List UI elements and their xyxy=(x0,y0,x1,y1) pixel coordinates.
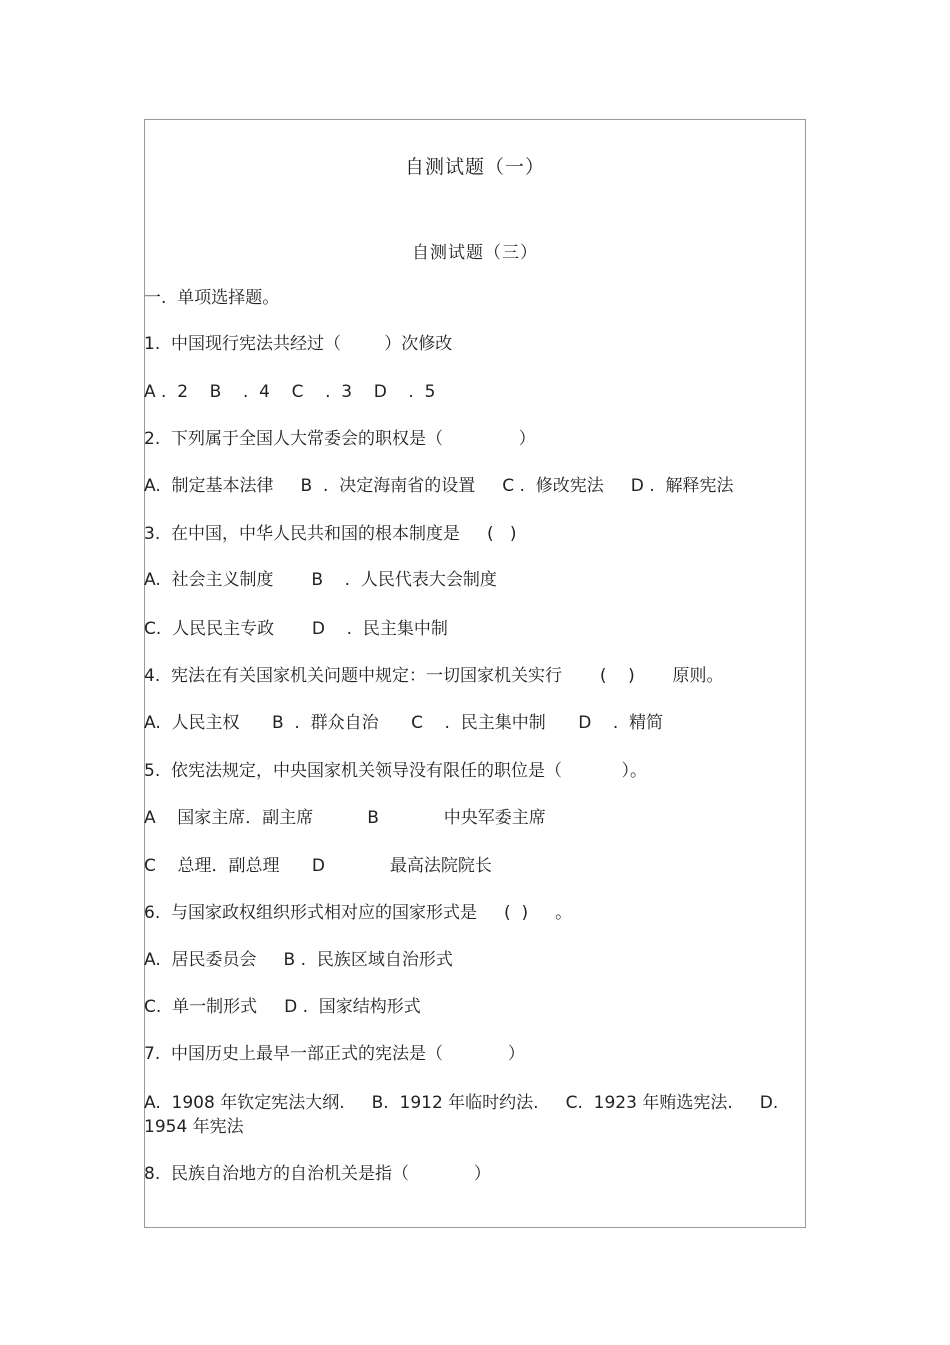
question-5-options-c-d: C 总理．副总理 D 最高法院院长 xyxy=(144,856,492,876)
section-heading: 一. 单项选择题。 xyxy=(144,288,280,308)
question-6-options-a-b: A. 居民委员会 B . 民族区域自治形式 xyxy=(144,950,453,970)
question-1: 1. 中国现行宪法共经过（ ）次修改 xyxy=(144,334,453,354)
question-2-options: A. 制定基本法律 B . 决定海南省的设置 C . 修改宪法 D . 解释宪法 xyxy=(144,476,734,496)
question-5-options-a-b: A 国家主席．副主席 B 中央军委主席 xyxy=(144,808,546,828)
question-3-options-a-b: A. 社会主义制度 B . 人民代表大会制度 xyxy=(144,570,497,590)
question-1-options: A . 2 B . 4 C . 3 D . 5 xyxy=(144,382,436,402)
question-8: 8. 民族自治地方的自治机关是指（ ） xyxy=(144,1164,491,1184)
question-4-options: A. 人民主权 B . 群众自治 C . 民主集中制 D . 精简 xyxy=(144,713,664,733)
section-title: 自测试题（三） xyxy=(412,243,538,263)
question-3: 3. 在中国，中华人民共和国的根本制度是 ( ) xyxy=(144,524,517,544)
question-3-options-c-d: C. 人民民主专政 D . 民主集中制 xyxy=(144,619,448,639)
question-2: 2. 下列属于全国人大常委会的职权是（ ） xyxy=(144,429,536,449)
question-7-options: A. 1908 年钦定宪法大纲. B. 1912 年临时约法. C. 1923 年贿选宪法. D. 1954 年宪法 xyxy=(144,1093,790,1137)
question-6-options-c-d: C. 单一制形式 D . 国家结构形式 xyxy=(144,997,421,1017)
document-title: 自测试题（一） xyxy=(404,156,545,178)
question-5: 5. 依宪法规定，中央国家机关领导没有限任的职位是（ ）。 xyxy=(144,761,647,781)
question-6: 6. 与国家政权组织形式相对应的国家形式是 ( ) 。 xyxy=(144,903,573,923)
question-4: 4. 宪法在有关国家机关问题中规定：一切国家机关实行 ( ) 原则。 xyxy=(144,666,724,686)
question-7: 7. 中国历史上最早一部正式的宪法是（ ） xyxy=(144,1044,525,1064)
